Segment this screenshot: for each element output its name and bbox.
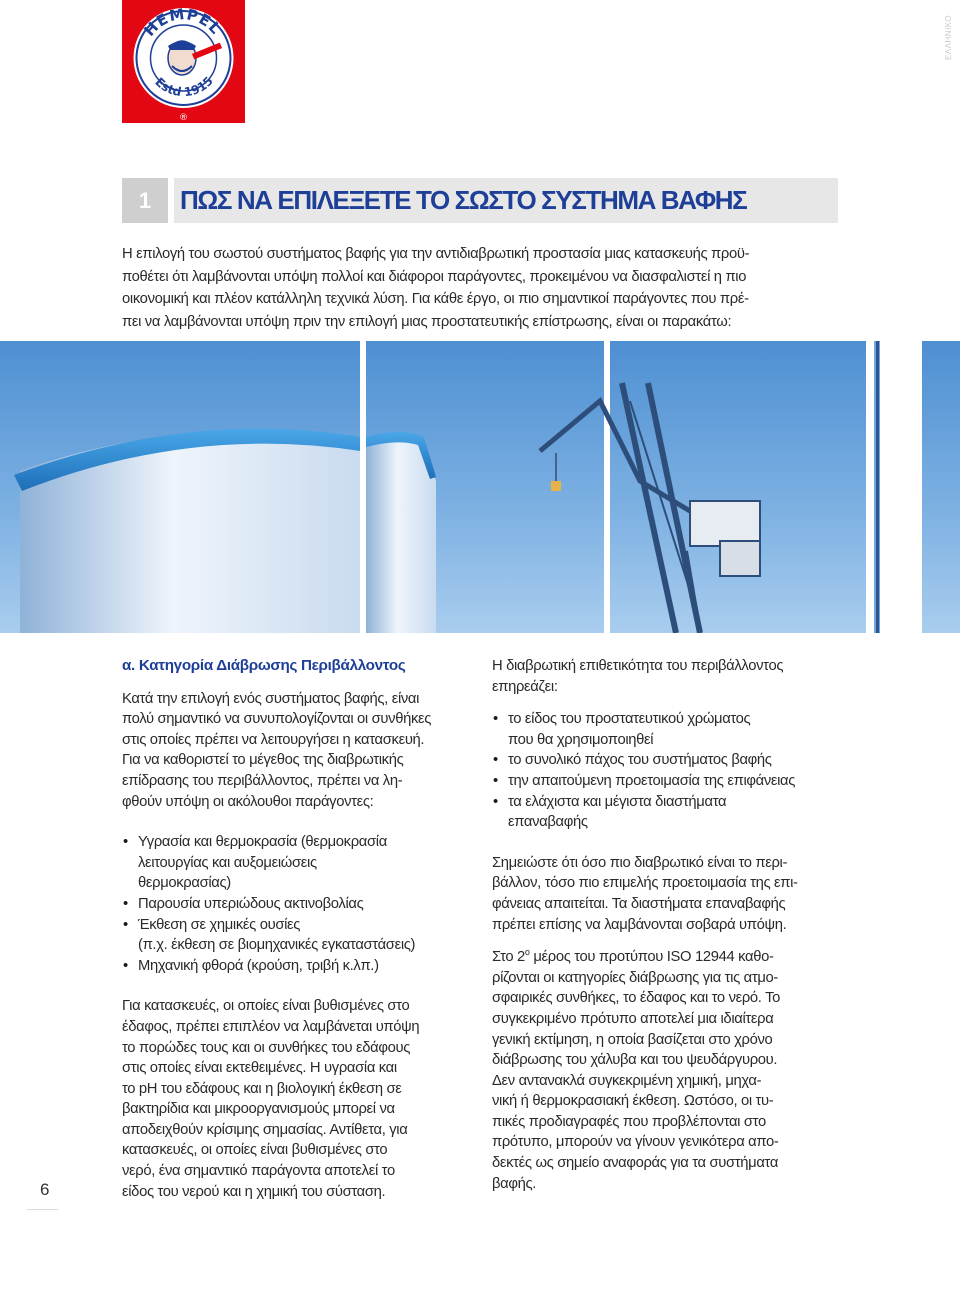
intro-paragraph: Η επιλογή του σωστού συστήματος βαφής για την αντιδιαβρωτική προστασία μιας κατασκευής προϋ- ποθέτει ότι λαμβάνονται υπόψη πολλοί και διάφοροι παράγοντες, προκειμένου να διασφαλιστεί η πιο οικονομική και πλέον κατάλληλη τεχνικά λύση. Για κάθε έργο, οι πιο σημαντικοί παράγοντες που πρέ- πει να λαμβάνονται υπόψη πριν την επιλογή μιας προστατευτικής επίστρωσης, είναι οι παρακάτω:: [122, 246, 750, 330]
left-column: [122, 656, 467, 1202]
right-bullet-list: [492, 709, 840, 833]
hempel-seal-icon: [122, 0, 245, 123]
section-title: ΠΩΣ ΝΑ ΕΠΙΛΕΞΕΤΕ ΤΟ ΣΩΣΤΟ ΣΥΣΤΗΜΑ ΒΑΦΗΣ: [180, 185, 747, 215]
list-item: • Παρουσία υπεριώδους ακτινοβολίας: [122, 894, 467, 915]
storage-tank-photo-left: [0, 341, 360, 633]
page-number: 6: [40, 1180, 50, 1199]
storage-tank-photo-middle: [366, 341, 604, 633]
subsection-heading: α. Κατηγορία Διάβρωσης Περιβάλλοντος: [122, 657, 406, 674]
list-item: • Έκθεση σε χημικές ουσίες (π.χ. έκθεση σε βιομηχανικές εγκαταστάσεις): [122, 915, 467, 956]
section-number: 1: [122, 178, 168, 223]
page-number-rule: [27, 1209, 58, 1210]
svg-text:Estd 1915: Estd 1915: [152, 73, 216, 100]
left-paragraph-2: Για κατασκευές, οι οποίες είναι βυθισμένες στο έδαφος, πρέπει επιπλέον να λαμβάνεται υπόψη το πορώδες τους και οι συνθήκες του εδάφους στις οποίες είναι εκτεθειμένες. Η υγρασία και το pH του εδάφους και η βιολογική έκθεση σε βακτηρίδια και μικροοργανισμούς μπορεί να αποδειχθούν κρίσιμης σημασίας. Αντίθετα, για κατασκευές, οι οποίες είναι βυθισμένες στο νερό, ένα σημαντικό παράγοντα αποτελεί το είδος του νερού και η χημική του σύσταση.: [122, 998, 420, 1200]
language-side-label: ΕΛΛΗΝΙΚΟ: [944, 14, 953, 60]
structure-photo-right: [874, 341, 960, 633]
list-item: • το είδος του προστατευτικού χρώματος που θα χρησιμοποιηθεί: [492, 709, 840, 750]
right-paragraph-1: Η διαβρωτική επιθετικότητα του περιβάλλοντος επηρεάζει:: [492, 658, 784, 695]
section-title-bar: [122, 178, 838, 223]
list-item: • το συνολικό πάχος του συστήματος βαφής: [492, 750, 840, 771]
photo-strip: [0, 341, 960, 633]
left-paragraph-1: Κατά την επιλογή ενός συστήματος βαφής, είναι πολύ σημαντικό να συνυπολογίζονται οι συνθήκες στις οποίες πρέπει να λειτουργήσει η κατασκευή. Για να καθοριστεί το μέγεθος της διαβρωτικής επίδρασης του περιβάλλοντος, πρέπει να λη- φθούν υπόψη οι ακόλουθοι παράγοντες:: [122, 690, 432, 810]
right-paragraph-2: Σημειώστε ότι όσο πιο διαβρωτικό είναι το περι- βάλλον, τόσο πιο επιμελής προετοιμασία της επι- φάνειας απαιτείται. Τα διαστήματα επαναβαφής πρέπει επίσης να λαμβάνονται σοβαρά υπόψη.: [492, 854, 798, 933]
list-item: • Μηχανική φθορά (κρούση, τριβή κ.λπ.): [122, 956, 467, 977]
right-paragraph-3: Στο $2^o$ μέρος του προτύπου ISO 12944 καθο- ρίζονται οι κατηγορίες διάβρωσης για τις ατμο- σφαιρικές συνθήκες, το έδαφος και το νερό. Το συγκεκριμένο πρότυπο αποτελεί μια ιδιαίτερα γενική εκτίμηση, η οποία βασίζεται στο χρόνο διάβρωσης του χάλυβα και του ψευδάργυρου. Δεν αντανακλά συγκεκριμένη χημική, μηχα- νική ή θερμοκρασιακή έκθεση. Ωστόσο, οι τυ- πικές προδιαγραφές που προβλέπονται στο πρότυπο, μπορούν να γίνουν γενικότερα απο- δεκτές ως σημείο αναφοράς για τα συστήματα βαφής.: [492, 947, 781, 1192]
list-item: • τα ελάχιστα και μέγιστα διαστήματα επαναβαφής: [492, 792, 840, 833]
svg-text:HEMPEL: HEMPEL: [140, 4, 226, 40]
registered-mark: ®: [179, 113, 188, 123]
list-item: • την απαιτούμενη προετοιμασία της επιφάνειας: [492, 771, 840, 792]
left-bullet-list: [122, 832, 467, 976]
list-item: • Υγρασία και θερμοκρασία (θερμοκρασία λειτουργίας και αυξομειώσεις θερμοκρασίας): [122, 832, 467, 894]
hempel-logo: [122, 0, 245, 123]
right-column: [492, 656, 840, 1194]
